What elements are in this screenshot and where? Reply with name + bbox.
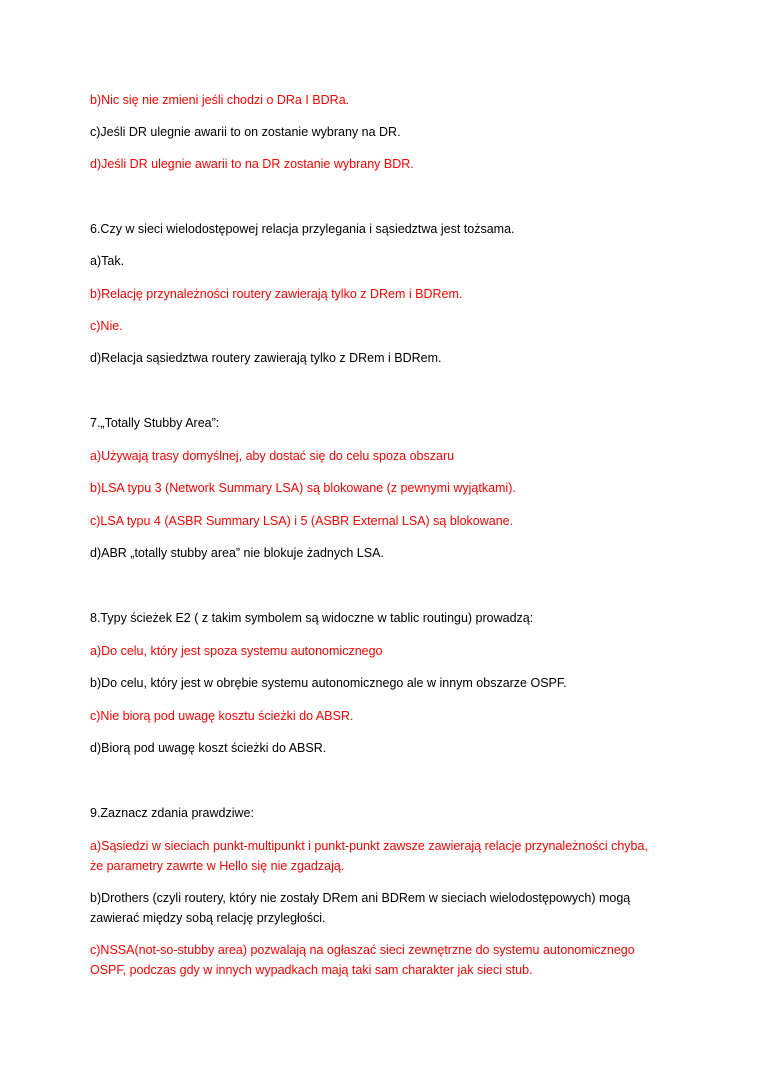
q5-answer-c: c)Jeśli DR ulegnie awarii to on zostanie wybrany na DR. <box>90 125 401 139</box>
q9-answer-a-line1: a)Sąsiedzi w sieciach punkt-multipunkt i punkt-punkt zawsze zawierają relacje przynależności chyba, <box>90 839 648 853</box>
q6-answer-b: b)Relację przynależności routery zawierają tylko z DRem i BDRem. <box>90 287 463 301</box>
q6-question: 6.Czy w sieci wielodostępowej relacja przylegania i sąsiedztwa jest tożsama. <box>90 222 515 236</box>
q5-answer-b: b)Nic się nie zmieni jeśli chodzi o DRa I BDRa. <box>90 93 350 107</box>
q9-answer-c-line2: OSPF, podczas gdy w innych wypadkach mają taki sam charakter jak sieci stub. <box>90 963 533 977</box>
q7-answer-c: c)LSA typu 4 (ASBR Summary LSA) i 5 (ASBR External LSA) są blokowane. <box>90 514 514 528</box>
q6-answer-a: a)Tak. <box>90 254 125 268</box>
q9-answer-b-line2: zawierać między sobą relację przyległości. <box>90 911 326 925</box>
q7-question: 7.„Totally Stubby Area”: <box>90 416 220 430</box>
q7-answer-b: b)LSA typu 3 (Network Summary LSA) są blokowane (z pewnymi wyjątkami). <box>90 481 516 495</box>
q8-answer-c: c)Nie biorą pod uwagę kosztu ścieżki do ABSR. <box>90 709 354 723</box>
q8-answer-b: b)Do celu, który jest w obrębie systemu autonomicznego ale w innym obszarze OSPF. <box>90 676 567 690</box>
q9-answer-b-line1: b)Drothers (czyli routery, który nie zostały DRem ani BDRem w sieciach wielodostępowych) mogą <box>90 891 631 905</box>
q6-answer-d: d)Relacja sąsiedztwa routery zawierają tylko z DRem i BDRem. <box>90 351 442 365</box>
q9-answer-a-line2: że parametry zawrte w Hello się nie zgadzają. <box>90 859 345 873</box>
q8-answer-d: d)Biorą pod uwagę koszt ścieżki do ABSR. <box>90 741 327 755</box>
q7-answer-d: d)ABR „totally stubby area” nie blokuje żadnych LSA. <box>90 546 384 560</box>
q9-answer-c-line1: c)NSSA(not-so-stubby area) pozwalają na ogłaszać sieci zewnętrzne do systemu autonomicznego <box>90 943 635 957</box>
q5-answer-d: d)Jeśli DR ulegnie awarii to na DR zostanie wybrany BDR. <box>90 157 414 171</box>
q9-question: 9.Zaznacz zdania prawdziwe: <box>90 806 254 820</box>
q6-answer-c: c)Nie. <box>90 319 123 333</box>
q7-answer-a: a)Używają trasy domyślnej, aby dostać się do celu spoza obszaru <box>90 449 455 463</box>
q8-question: 8.Typy ścieżek E2 ( z takim symbolem są widoczne w tablic routingu) prowadzą: <box>90 611 534 625</box>
q8-answer-a: a)Do celu, który jest spoza systemu autonomicznego <box>90 644 383 658</box>
